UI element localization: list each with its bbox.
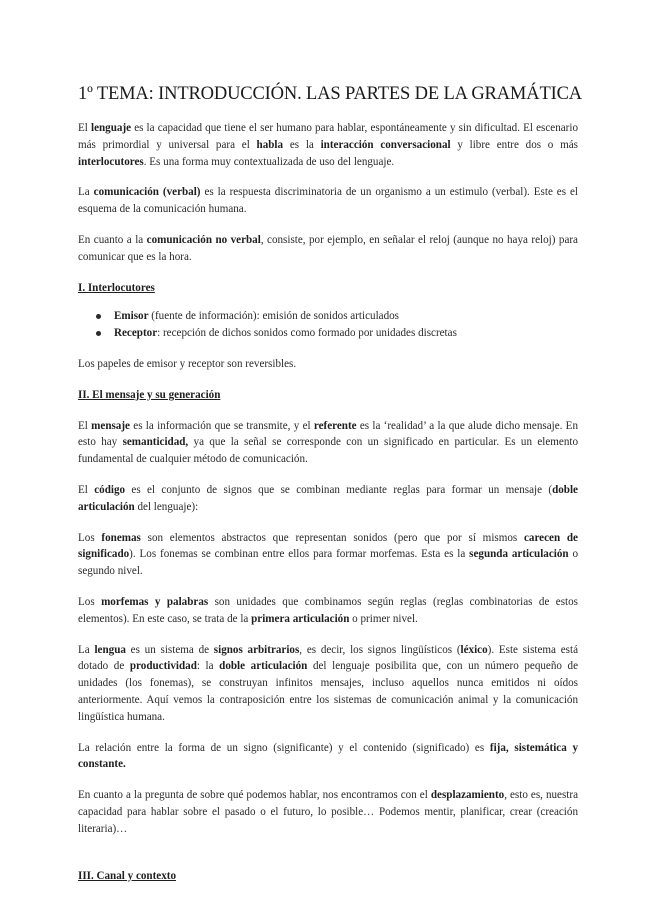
paragraph-comunicacion-verbal: La comunicación (verbal) es la respuesta discriminatoria de un organismo a un estimulo (verbal). Este es el esquema de la comunicación humana.	[78, 186, 578, 216]
document-body	[78, 82, 583, 898]
section-heading-mensaje: II. El mensaje y su generación	[78, 388, 221, 401]
paragraph-relacion-signo: La relación entre la forma de un signo (significante) y el contenido (significado) es fija, sistemática y constante.	[78, 741, 579, 771]
paragraph-mensaje: El mensaje es la información que se transmite, y el referente es la ‘realidad’ a la que alude dicho mensaje. En esto hay semanticidad, ya que la señal se corresponde con un significado en particular. Es un elemento fundamental de cualquier método de comunicación.	[78, 419, 579, 466]
list-item: Emisor (fuente de información): emisión de sonidos articulados	[96, 308, 578, 325]
paragraph-fonemas: Los fonemas son elementos abstractos que representan sonidos (pero que por sí mismos carecen de significado). Los fonemas se combinan entre ellos para formar morfemas. Esta es la segunda articulación o segundo nivel.	[78, 531, 579, 578]
paragraph-morfemas: Los morfemas y palabras son unidades que combinamos según reglas (reglas combinatorias de estos elementos). En este caso, se trata de la primera articulación o primer nivel.	[78, 595, 578, 625]
bullet-icon	[96, 331, 101, 336]
paragraph-lengua: La lengua es un sistema de signos arbitrarios, es decir, los signos lingüísticos (léxico). Este sistema está dotado de productividad: la doble articulación del lenguaje posibilita que, con un número pequeño de unidades (los fonemas), se construyan infinitos mensajes, incluso aquellos nunca emitidos ni oídos anteriormente. Aquí vemos la contraposición entre los sistemas de comunicación animal y la comunicación lingüística humana.	[78, 643, 579, 723]
section-heading-canal: III. Canal y contexto	[78, 869, 176, 882]
bullet-icon	[96, 314, 101, 319]
paragraph-desplazamiento: En cuanto a la pregunta de sobre qué podemos hablar, nos encontramos con el desplazamiento, esto es, nuestra capacidad para hablar sobre el pasado o el futuro, lo posible… Podemos mentir, planificar, crear (creación literaria)…	[78, 789, 578, 835]
document-title: 1º TEMA: INTRODUCCIÓN. LAS PARTES DE LA GRAMÁTICA	[78, 84, 583, 104]
paragraph-papeles: Los papeles de emisor y receptor son reversibles.	[78, 357, 297, 370]
paragraph-comunicacion-no-verbal: En cuanto a la comunicación no verbal, consiste, por ejemplo, en señalar el reloj (aunque no haya reloj) para comunicar que es la hora.	[78, 233, 578, 263]
list-item: Receptor: recepción de dichos sonidos como formado por unidades discretas	[96, 325, 578, 342]
paragraph-lenguaje: El lenguaje es la capacidad que tiene el ser humano para hablar, espontáneamente y sin dificultad. El escenario más primordial y universal para el habla es la interacción conversacional y libre entre dos o más interlocutores. Es una forma muy contextualizada de uso del lenguaje.	[78, 122, 578, 168]
section-heading-interlocutores: I. Interlocutores	[78, 281, 155, 294]
interlocutores-list	[78, 308, 578, 342]
paragraph-codigo: El código es el conjunto de signos que se combinan mediante reglas para formar un mensaje (doble articulación del lenguaje):	[78, 483, 578, 513]
